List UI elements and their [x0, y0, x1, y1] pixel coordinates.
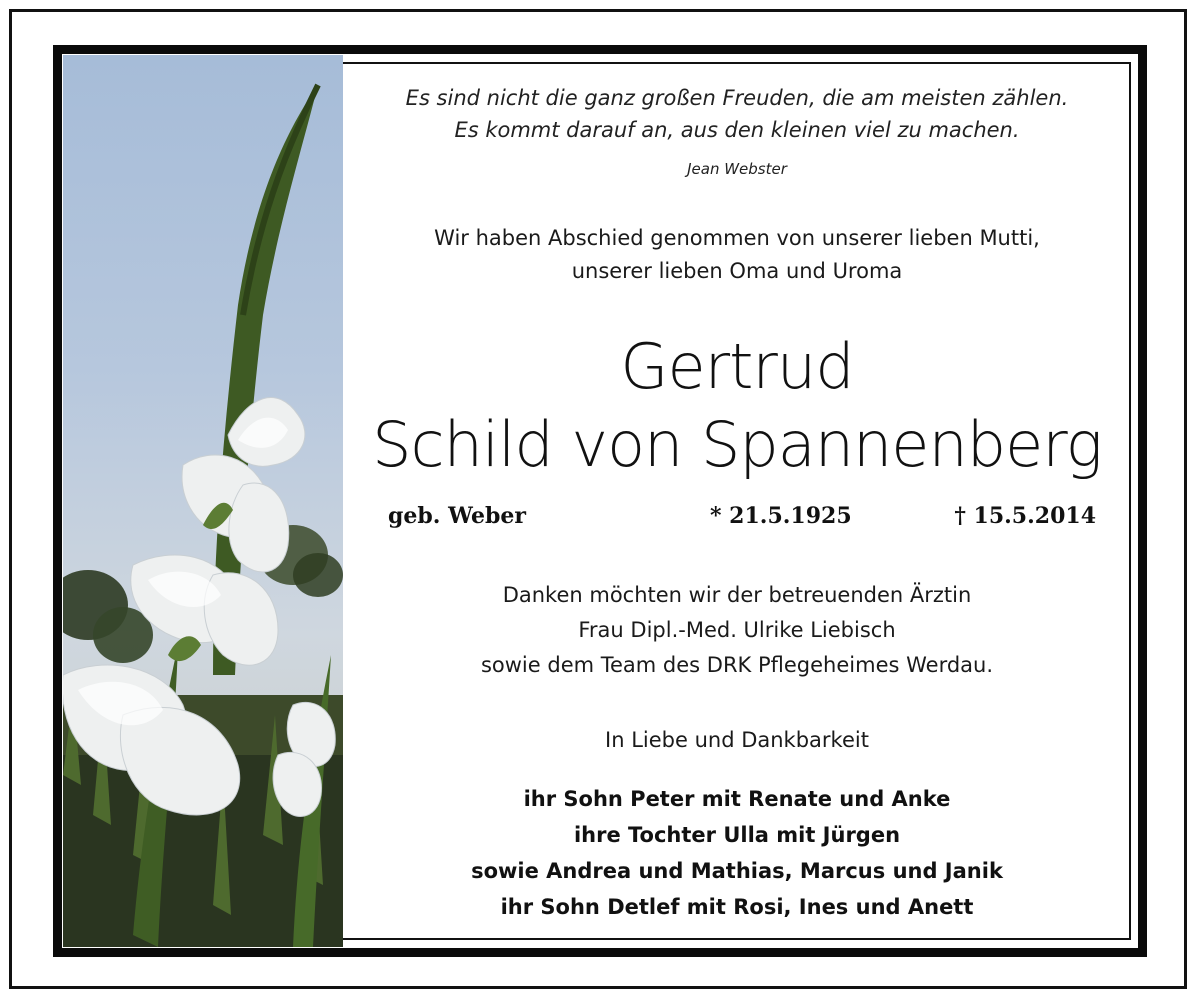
thanks-line: Frau Dipl.-Med. Ulrike Liebisch	[578, 618, 896, 642]
farewell-intro	[343, 222, 1131, 288]
gladiolus-illustration	[63, 55, 343, 947]
family-signatures	[343, 781, 1131, 925]
thanks-line: sowie dem Team des DRK Pflegeheimes Werdau.	[480, 653, 994, 677]
gladiolus-flower-photo	[63, 55, 343, 947]
first-name: Gertrud	[620, 330, 854, 403]
deceased-name	[343, 328, 1131, 484]
quote-line: Es kommt darauf an, aus den kleinen viel zu machen.	[454, 118, 1020, 142]
intro-line: unserer lieben Oma und Uroma	[571, 259, 903, 283]
intro-line: Wir haben Abschied genommen von unserer lieben Mutti,	[434, 226, 1040, 250]
family-line: sowie Andrea und Mathias, Marcus und Janik	[471, 859, 1003, 883]
quote-author: Jean Webster	[687, 160, 787, 178]
life-dates	[388, 503, 1096, 535]
thanks-line: Danken möchten wir der betreuenden Ärztin	[502, 583, 972, 607]
family-line: ihre Tochter Ulla mit Jürgen	[573, 823, 901, 847]
quote-line: Es sind nicht die ganz großen Freuden, die am meisten zählen.	[405, 86, 1069, 110]
death-date: † 15.5.2014	[954, 503, 1096, 529]
family-line: ihr Sohn Detlef mit Rosi, Ines und Anett	[500, 895, 974, 919]
closing-phrase: In Liebe und Dankbarkeit	[605, 728, 869, 752]
quote	[343, 82, 1131, 146]
family-line: ihr Sohn Peter mit Renate und Anke	[523, 787, 951, 811]
thanks-text	[343, 578, 1131, 683]
birth-date: * 21.5.1925	[710, 503, 852, 529]
maiden-name: geb. Weber	[388, 503, 526, 529]
last-name: Schild von Spannenberg	[372, 408, 1102, 481]
